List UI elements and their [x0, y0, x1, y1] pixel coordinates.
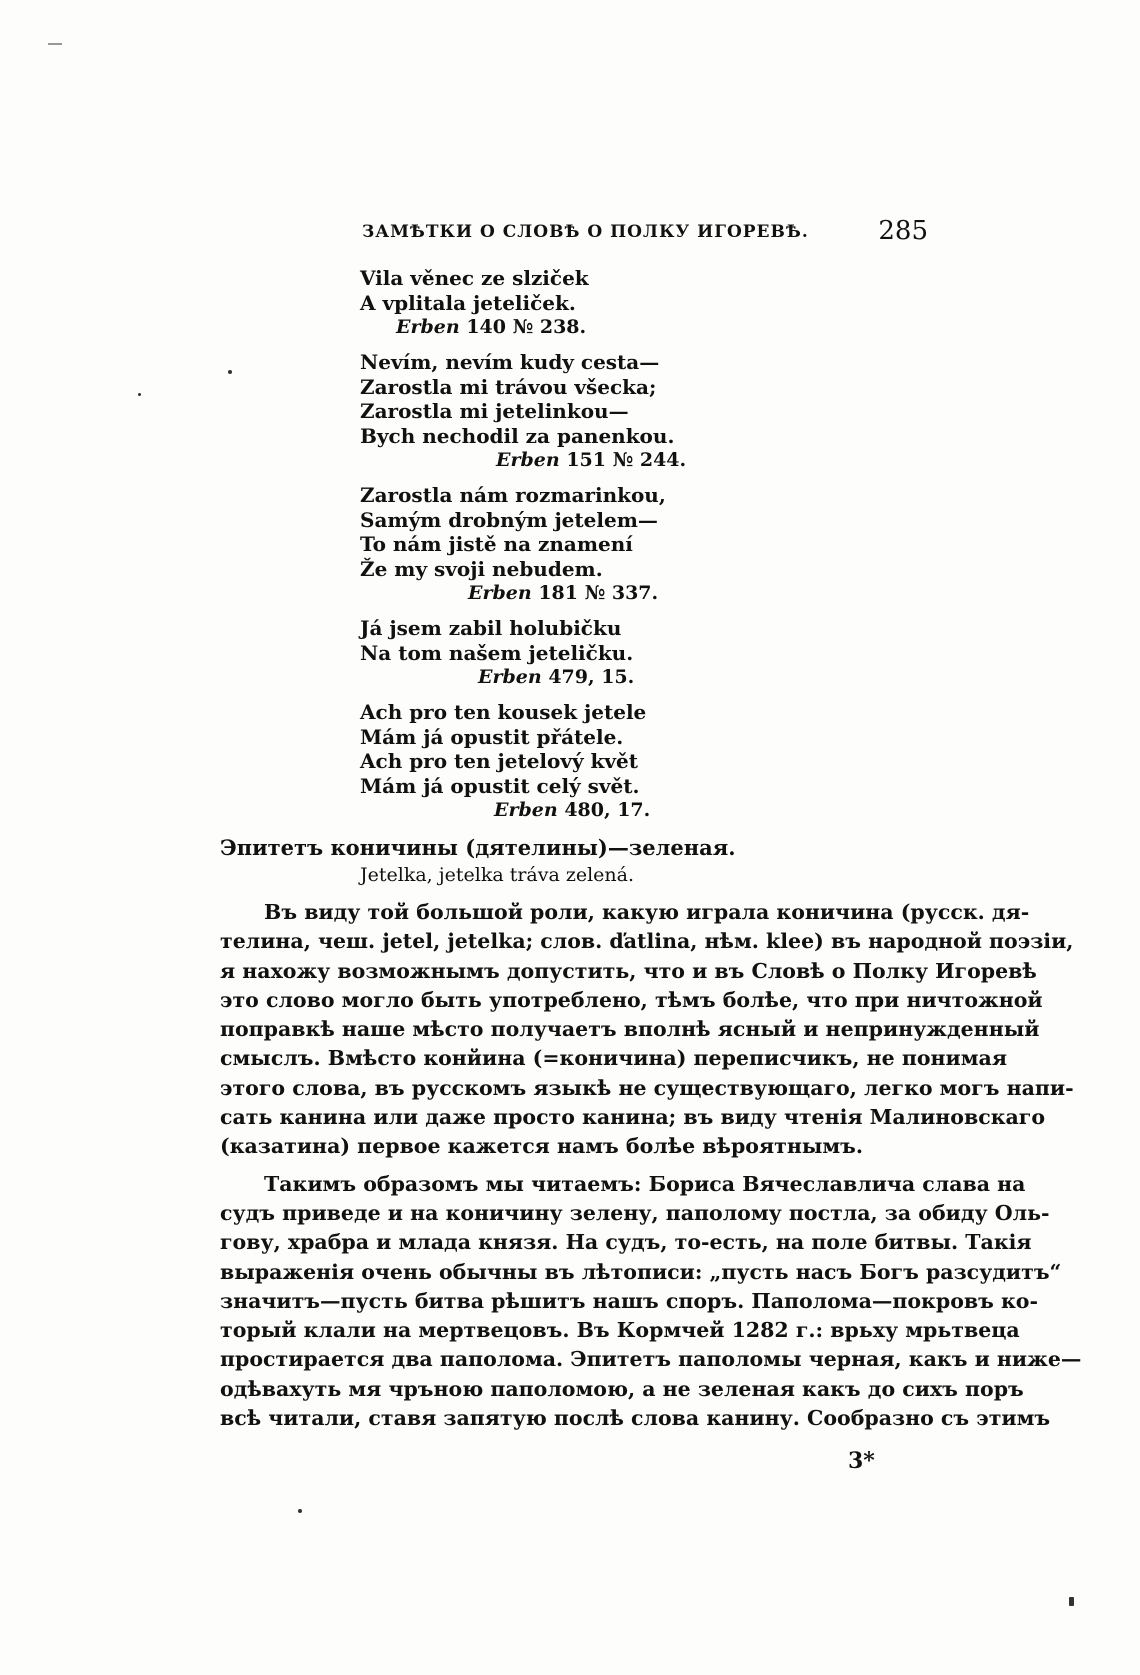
page-header	[362, 216, 928, 252]
epithet-block	[220, 834, 920, 888]
text-line: торый клали на мертвецовъ. Въ Кормчей 1282 г.: врьху мрьтвеца	[220, 1318, 1020, 1343]
poem-quotations	[360, 266, 780, 833]
text-line: этого слова, въ русскомъ языкѣ не существующаго, легко могъ напи-	[220, 1075, 1074, 1100]
text-line-content: Въ виду той большой роли, какую играла коничина (русск. дя-	[264, 900, 1030, 924]
text-line: смыслъ. Вмѣсто конйина (=коничина) переписчикъ, не понимая	[220, 1046, 1007, 1071]
verse-line: Nevím, nevím kudy cesta—	[360, 350, 660, 374]
text-line: телина, чеш. jetel, jetelka; слов. ďatlina, нѣм. klee) въ народной поэзіи,	[220, 929, 1074, 954]
scan-speck	[48, 43, 62, 45]
citation-reference: 140 № 238.	[466, 316, 587, 338]
verse-line: Já jsem zabil holubičku	[360, 616, 622, 640]
verse-line: Že my svoji nebudem.	[360, 556, 603, 581]
stanza	[360, 350, 780, 472]
citation	[360, 448, 780, 472]
citation-reference: 479, 15.	[548, 666, 635, 688]
text-line: сать канина или даже просто канина; въ виду чтенія Малиновскаго	[220, 1105, 1046, 1130]
stanza	[360, 616, 780, 689]
citation	[360, 315, 780, 339]
page-number: 285	[878, 216, 928, 246]
running-title: ЗАМѢТКИ О СЛОВѢ О ПОЛКУ ИГОРЕВѢ.	[362, 222, 809, 242]
verse-line: Zarostla mi trávou všecka;	[360, 374, 657, 399]
text-line: одѣвахуть мя чръною паполомою, а не зеленая какъ до сихъ поръ	[220, 1376, 1024, 1401]
citation	[360, 665, 780, 689]
verse-line: Zarostla mi jetelinkou—	[360, 399, 629, 423]
printer-signature-mark: 3*	[848, 1448, 875, 1474]
stanza	[360, 266, 780, 339]
verse-line: To nám jistě na znamení	[360, 532, 633, 556]
text-line: гову, храбра и млада князя. На судъ, то-есть, на поле битвы. Такія	[220, 1230, 1032, 1255]
verse-line: Mám já opustit celý svět.	[360, 773, 640, 798]
verse-line: Bych nechodil za panenkou.	[360, 423, 675, 448]
text-line: простирается два паполома. Эпитетъ паполомы черная, какъ и ниже—	[220, 1347, 1082, 1372]
scan-speck	[228, 370, 232, 374]
scan-speck	[298, 1509, 302, 1513]
citation-reference: 480, 17.	[564, 799, 651, 821]
text-line: Такимъ образомъ мы читаемъ: Бориса Вячеславлича слава на	[264, 1171, 1026, 1196]
citation-source: Erben	[478, 666, 542, 688]
citation-reference: 181 № 337.	[538, 582, 659, 604]
verse-line: Ach pro ten jetelový květ	[360, 749, 638, 773]
scan-speck	[138, 393, 141, 396]
verse-line: A vplitala jeteliček.	[360, 290, 576, 315]
citation-source: Erben	[396, 316, 460, 338]
scan-speck	[1069, 1597, 1074, 1606]
epithet-subtitle: Jetelka, jetelka tráva zelená.	[360, 864, 635, 886]
stanza	[360, 483, 780, 605]
citation	[360, 581, 780, 605]
citation-reference: 151 № 244.	[566, 449, 687, 471]
verse-line: Na tom našem jeteličku.	[360, 640, 634, 665]
text-line: поправкѣ наше мѣсто получаетъ вполнѣ ясный и непринужденный	[220, 1017, 1040, 1042]
citation-source: Erben	[496, 449, 560, 471]
text-line: выраженія очень обычны въ лѣтописи: „пусть насъ Богъ разсудитъ“	[220, 1259, 1062, 1284]
stanza	[360, 700, 780, 822]
verse-line: Vila věnec ze slziček	[360, 266, 589, 290]
verse-line: Mám já opustit přátele.	[360, 724, 624, 749]
paragraph	[220, 898, 1074, 1162]
text-line: я нахожу возможнымъ допустить, что и въ Словѣ о Полку Игоревѣ	[220, 958, 1037, 983]
verse-line: Samým drobným jetelem—	[360, 507, 658, 532]
text-line: значитъ—пусть битва рѣшитъ нашъ споръ. Паполома—покровъ ко-	[220, 1288, 1038, 1313]
verse-line: Zarostla nám rozmarinkou,	[360, 483, 666, 507]
text-line: всѣ читали, ставя запятую послѣ слова канину. Сообразно съ этимъ	[220, 1406, 1051, 1431]
epithet-title: Эпитетъ коничины (дятелины)—зеленая.	[220, 835, 736, 860]
text-line	[220, 898, 1030, 927]
text-line: это слово могло быть употреблено, тѣмъ болѣе, что при ничтожной	[220, 987, 1043, 1012]
paragraph	[220, 1170, 1082, 1434]
text-line: (казатина) первое кажется намъ болѣе вѣроятнымъ.	[220, 1134, 864, 1159]
verse-line: Ach pro ten kousek jetele	[360, 700, 647, 724]
body-text	[220, 898, 1082, 1441]
citation-source: Erben	[494, 799, 558, 821]
text-line: судъ приведе и на коничину зелену, паполому постла, за обиду Оль-	[220, 1200, 1050, 1225]
citation	[360, 798, 780, 822]
citation-source: Erben	[468, 582, 532, 604]
